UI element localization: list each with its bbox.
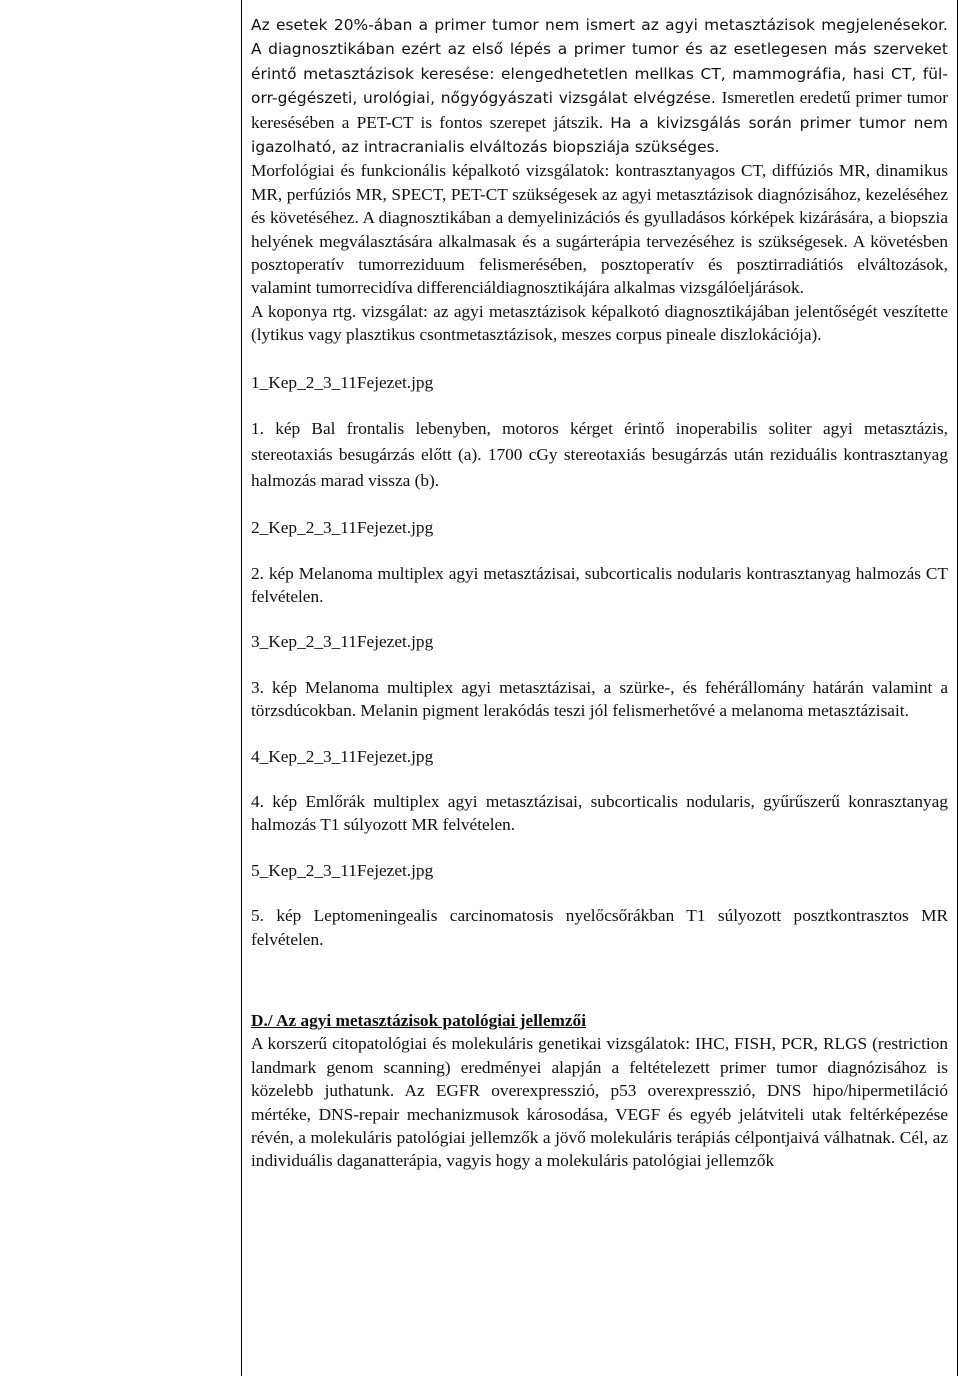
figure-5-caption: 5. kép Leptomeningealis carcinomatosis nyelőcsőrákban T1 súlyozott posztkontrasztos MR felvételen. <box>251 906 948 949</box>
figure-5-filename: 5_Kep_2_3_11Fejezet.jpg <box>251 860 434 880</box>
figure-4-caption: 4. kép Emlőrák multiplex agyi metasztázisai, subcorticalis nodularis, gyűrűszerű konrasztanyag halmozás T1 súlyozott MR felvételen. <box>251 791 948 835</box>
figure-3-filename: 3_Kep_2_3_11Fejezet.jpg <box>251 632 434 652</box>
figure-2-caption: 2. kép Melanoma multiplex agyi metasztázisai, subcorticalis nodularis kontrasztanyag halmozás CT felvételen. <box>251 563 948 606</box>
pathology-paragraph: A korszerű citopatológiai és molekuláris genetikai vizsgálatok: IHC, FISH, PCR, RLGS (restriction landmark genom scanning) eredményei alapján a feltételezett primer tumor diagnózisához is közelebb juthatunk. Az EGFR overexpresszió, p53 overexpresszió, DNS hipo/hipermetiláció mértéke, DNS-repair mechanizmusok károsodása, VEGF és egyéb jelátviteli utak feltérképezése révén, a molekuláris patológiai jellemzők a jövő molekuláris terápiás célpontjaivá válhatnak. Cél, az individuális daganatterápia, vagyis hogy a molekuláris patológiai jellemzők <box>251 1034 948 1171</box>
intro-sentence-3: Ismeretlen eredetű primer tumor keresésében a PET-CT is fontos szerepet játszik. <box>251 88 948 132</box>
intro-sentence-1: Az esetek 20%-ában a primer tumor nem ismert az agyi metasztázisok megjelenésekor. <box>251 16 948 34</box>
imaging-paragraph: Morfológiai és funkcionális képalkotó vizsgálatok: kontrasztanyagos CT, diffúziós MR, dinamikus MR, perfúziós MR, SPECT, PET-CT szükségesek az agyi metasztázisok diagnózisához, kezeléséhez és követéséhez. A diagnosztikában a demyelinizációs és gyulladásos kórképek kizárására, a biopszia helyének megválasztására alkalmasak és a sugárterápia tervezéséhez is szükségesek. A követésben posztoperatív tumorreziduum felismerésében, posztoperatív és posztirradiátiós elváltozások, valamint tumorrecidíva differenciáldiagnosztikájára alkalmas vizsgálóeljárások. <box>251 161 948 298</box>
figure-2-filename: 2_Kep_2_3_11Fejezet.jpg <box>251 518 434 538</box>
intro-paragraph <box>251 13 948 159</box>
figure-3-caption: 3. kép Melanoma multiplex agyi metasztázisai, a szürke-, és fehérállomány határán valamint a törzsdúcokban. Melanin pigment lerakódás teszi jól felismerhetővé a melanoma metasztázisait. <box>251 677 948 721</box>
figure-1-filename: 1_Kep_2_3_11Fejezet.jpg <box>251 372 434 392</box>
document-body <box>251 13 948 1173</box>
xray-paragraph: A koponya rtg. vizsgálat: az agyi metasztázisok képalkotó diagnosztikájában jelentőségét veszítette (lytikus vagy plasztikus csontmetasztázisok, meszes corpus pineale diszlokációja). <box>251 301 948 345</box>
table-border-right <box>957 0 958 1376</box>
intro-sentence-2: A diagnosztikában ezért az első lépés a primer tumor és az esetlegesen más szerveket érintő metasztázisok keresése: elengedhetetlen mellkas CT, mammográfia, hasi CT, fül-orr-gégészeti, urológiai, nőgyógyászati vizsgálat elvégzése. <box>251 40 948 108</box>
figure-1-caption: 1. kép Bal frontalis lebenyben, motoros kérget érintő inoperabilis soliter agyi metasztázis, stereotaxiás besugárzás előtt (a). 1700 cGy stereotaxiás besugárzás után reziduális kontrasztanyag halmozás marad vissza (b). <box>251 419 948 491</box>
section-heading: D./ Az agyi metasztázisok patológiai jellemzői <box>251 1010 587 1030</box>
intro-sentence-4: Ha a kivizsgálás során primer tumor nem igazolható, az intracranialis elváltozás biopsziája szükséges. <box>251 113 948 157</box>
figure-4-filename: 4_Kep_2_3_11Fejezet.jpg <box>251 746 434 766</box>
table-border-left <box>241 0 242 1376</box>
